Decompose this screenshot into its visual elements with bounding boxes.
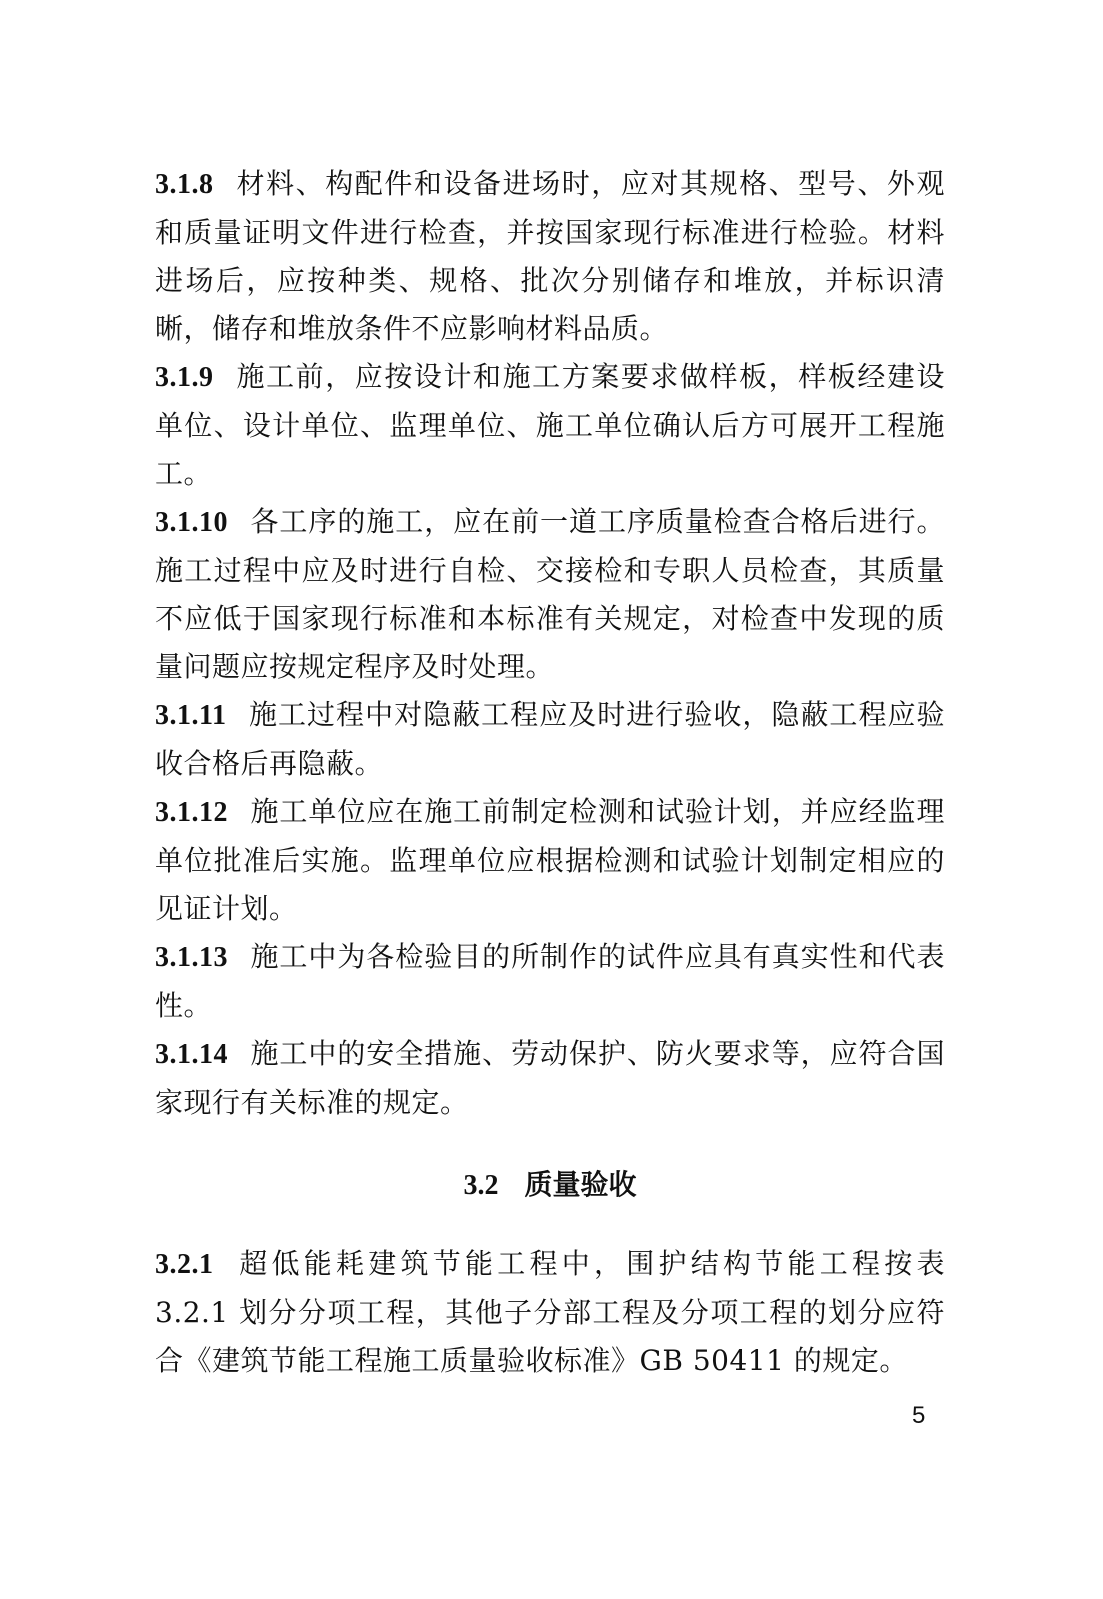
clause-3-1-14: [155, 1030, 945, 1127]
clause-3-1-9: [155, 353, 945, 498]
clause-text: 施工单位应在施工前制定检测和试验计划，并应经监理单位批准后实施。监理单位应根据检测和试验计划制定相应的见证计划。: [155, 795, 945, 925]
clause-text: 施工中为各检验目的所制作的试件应具有真实性和代表性。: [155, 940, 945, 1022]
body-text: [155, 160, 945, 1385]
section-title: 质量验收: [524, 1168, 637, 1201]
clause-text: 施工前，应按设计和施工方案要求做样板，样板经建设单位、设计单位、监理单位、施工单位确认后方可展开工程施工。: [155, 360, 945, 490]
clause-number: 3.2.1: [155, 1249, 214, 1280]
clause-3-1-8: [155, 160, 945, 353]
clause-number: 3.1.13: [155, 942, 228, 973]
section-number: 3.2: [463, 1170, 499, 1201]
clause-text: 施工过程中对隐蔽工程应及时进行验收，隐蔽工程应验收合格后再隐蔽。: [155, 698, 945, 780]
clause-3-1-10: [155, 498, 945, 691]
clause-number: 3.1.14: [155, 1039, 228, 1070]
clause-3-1-12: [155, 788, 945, 933]
clause-number: 3.1.8: [155, 169, 214, 200]
section-heading: [155, 1161, 945, 1210]
clause-number: 3.1.11: [155, 700, 227, 731]
clause-text: 各工序的施工，应在前一道工序质量检查合格后进行。施工过程中应及时进行自检、交接检和专职人员检查，其质量不应低于国家现行标准和本标准有关规定，对检查中发现的质量问题应按规定程序及时处理。: [155, 505, 945, 683]
clause-text: 施工中的安全措施、劳动保护、防火要求等，应符合国家现行有关标准的规定。: [155, 1037, 945, 1119]
clause-3-1-11: [155, 691, 945, 788]
clause-3-1-13: [155, 933, 945, 1030]
page-number: 5: [912, 1402, 926, 1429]
clause-number: 3.1.9: [155, 362, 214, 393]
clause-number: 3.1.12: [155, 797, 228, 828]
clause-3-2-1: [155, 1240, 945, 1385]
clause-text: 材料、构配件和设备进场时，应对其规格、型号、外观和质量证明文件进行检查，并按国家现行标准进行检验。材料进场后，应按种类、规格、批次分别储存和堆放，并标识清晰，储存和堆放条件不应影响材料品质。: [155, 167, 945, 345]
clause-number: 3.1.10: [155, 507, 228, 538]
clause-text: 超低能耗建筑节能工程中，围护结构节能工程按表 3.2.1 划分分项工程，其他子分部工程及分项工程的划分应符合《建筑节能工程施工质量验收标准》GB 50411 的规定。: [155, 1247, 945, 1377]
